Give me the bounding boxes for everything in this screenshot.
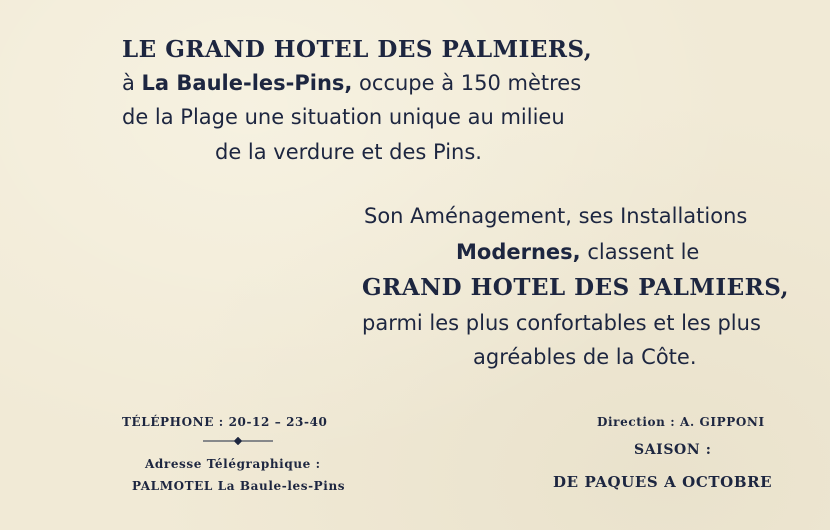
- location-name: La Baule-les-Pins,: [141, 71, 353, 95]
- hotel-name-heading: LE GRAND HOTEL DES PALMIERS,: [122, 36, 593, 63]
- features-line-1: Son Aménagement, ses Installations: [364, 204, 748, 228]
- intro-line-3: de la Plage une situation unique au milieu: [122, 105, 565, 129]
- saison-label: SAISON :: [634, 442, 712, 458]
- telegraphic-address-value: PALMOTEL La Baule-les-Pins: [132, 479, 346, 493]
- intro-line-4: de la verdure et des Pins.: [215, 140, 482, 164]
- intro-prefix: à: [122, 71, 142, 95]
- intro-line-2-rest: occupe à 150 mètres: [352, 71, 582, 95]
- intro-line-2: [122, 71, 581, 95]
- features-line-2: [456, 240, 699, 264]
- hotel-name-repeat: GRAND HOTEL DES PALMIERS,: [362, 274, 790, 301]
- features-line-5: agréables de la Côte.: [473, 345, 697, 369]
- features-line-2-rest: classent le: [580, 240, 700, 264]
- telegraphic-address-label: Adresse Télégraphique :: [145, 457, 321, 471]
- features-modernes: Modernes,: [456, 240, 581, 264]
- ornament-divider: [203, 437, 273, 445]
- direction-line: Direction : A. GIPPONI: [597, 415, 765, 429]
- telephone-line: TÉLÉPHONE : 20-12 – 23-40: [122, 415, 328, 429]
- features-line-4: parmi les plus confortables et les plus: [362, 311, 761, 335]
- season-dates: DE PAQUES A OCTOBRE: [553, 473, 773, 491]
